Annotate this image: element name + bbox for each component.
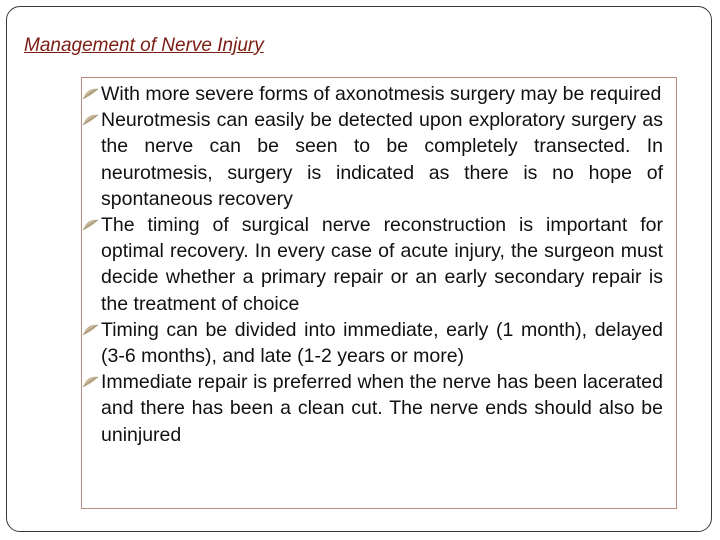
bullet-item bbox=[78, 107, 663, 212]
bullet-text: With more severe forms of axonotmesis surgery may be required bbox=[101, 83, 662, 105]
bullet-item bbox=[78, 212, 663, 317]
leaf-bullet-icon bbox=[82, 375, 99, 389]
slide-title: Management of Nerve Injury bbox=[24, 35, 264, 56]
bullet-item bbox=[78, 369, 663, 448]
leaf-bullet-icon bbox=[82, 218, 99, 232]
bullet-text: Immediate repair is preferred when the nerve has been lacerated and there has been a clean cut. The nerve ends should also be uninjured bbox=[101, 371, 663, 446]
bullet-list bbox=[78, 81, 663, 448]
bullet-text: The timing of surgical nerve reconstruction is important for optimal recovery. In every case of acute injury, the surgeon must decide whether a primary repair or an early secondary repair is the treatment of choice bbox=[101, 214, 663, 315]
bullet-text: Neurotmesis can easily be detected upon exploratory surgery as the nerve can be seen to be completely transected. In neurotmesis, surgery is indicated as there is no hope of spontaneous recovery bbox=[101, 109, 663, 210]
leaf-bullet-icon bbox=[82, 113, 99, 127]
leaf-bullet-icon bbox=[82, 323, 99, 337]
bullet-item bbox=[78, 81, 663, 107]
bullet-text: Timing can be divided into immediate, early (1 month), delayed (3-6 months), and late (1-2 years or more) bbox=[101, 318, 663, 368]
leaf-bullet-icon bbox=[82, 87, 99, 101]
bullet-item bbox=[78, 317, 663, 369]
